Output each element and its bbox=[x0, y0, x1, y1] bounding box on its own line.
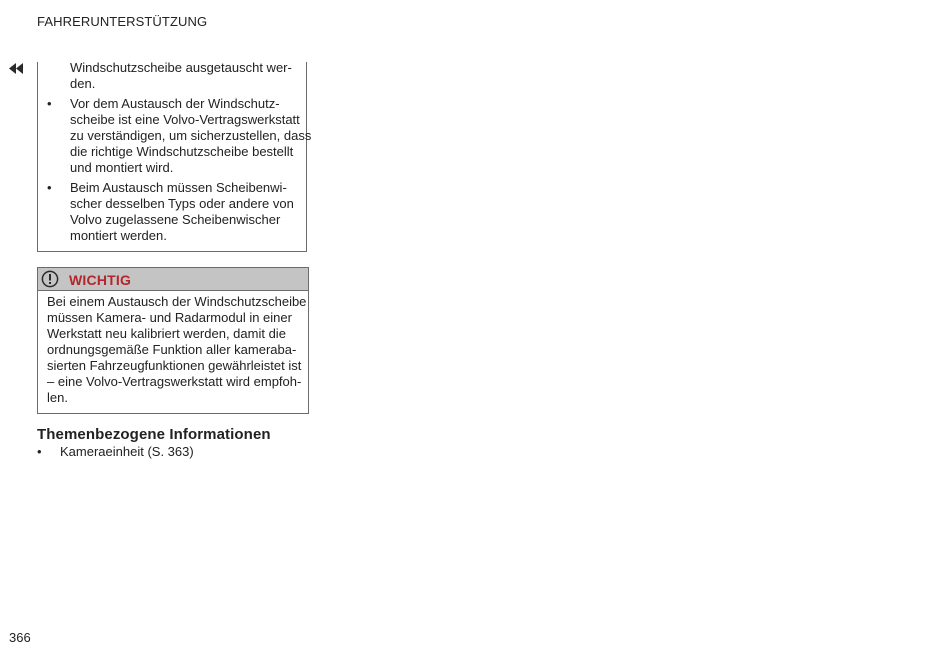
important-title: WICHTIG bbox=[69, 272, 132, 288]
important-text-line: len. bbox=[47, 390, 68, 405]
note-bullet-line: scheibe ist eine Volvo-Vertragswerkstatt bbox=[70, 112, 300, 127]
note-bullet-line: und montiert wird. bbox=[70, 160, 174, 175]
bullet-symbol: • bbox=[47, 180, 52, 195]
important-text-line: ordnungsgemäße Funktion aller kameraba- bbox=[47, 342, 297, 357]
note-bullet-line: montiert werden. bbox=[70, 228, 167, 243]
important-header bbox=[38, 268, 308, 291]
note-bullet-line: scher desselben Typs oder andere von bbox=[70, 196, 294, 211]
important-text-line: müssen Kamera- und Radarmodul in einer bbox=[47, 310, 292, 325]
exclamation-circle-icon bbox=[41, 270, 59, 288]
note-bullet-line: Volvo zugelassene Scheibenwischer bbox=[70, 212, 281, 227]
note-bullet-line: Beim Austausch müssen Scheibenwi- bbox=[70, 180, 287, 195]
bullet-symbol: • bbox=[47, 96, 52, 111]
bullet-symbol: • bbox=[37, 444, 42, 459]
section-title: FAHRERUNTERSTÜTZUNG bbox=[37, 14, 208, 29]
important-text-line: sierten Fahrzeugfunktionen gewährleistet ist bbox=[47, 358, 302, 373]
important-box bbox=[37, 267, 309, 414]
important-text-line: – eine Volvo-Vertragswerkstatt wird empfoh- bbox=[47, 374, 302, 389]
note-bullet-line: zu verständigen, um sicherzustellen, dass bbox=[70, 128, 312, 143]
note-intro-line: den. bbox=[70, 76, 96, 91]
double-left-arrow-icon[interactable] bbox=[9, 63, 23, 74]
note-intro-line: Windschutzscheibe ausgetauscht wer- bbox=[70, 60, 292, 75]
note-bullet-line: Vor dem Austausch der Windschutz- bbox=[70, 96, 280, 111]
page-number: 366 bbox=[9, 630, 31, 645]
important-text-line: Werkstatt neu kalibriert werden, damit die bbox=[47, 326, 286, 341]
related-heading: Themenbezogene Informationen bbox=[37, 426, 271, 443]
related-link-kameraeinheit[interactable]: Kameraeinheit (S. 363) bbox=[60, 444, 194, 459]
important-text-line: Bei einem Austausch der Windschutzscheibe bbox=[47, 294, 307, 309]
note-bullet-line: die richtige Windschutzscheibe bestellt bbox=[70, 144, 294, 159]
